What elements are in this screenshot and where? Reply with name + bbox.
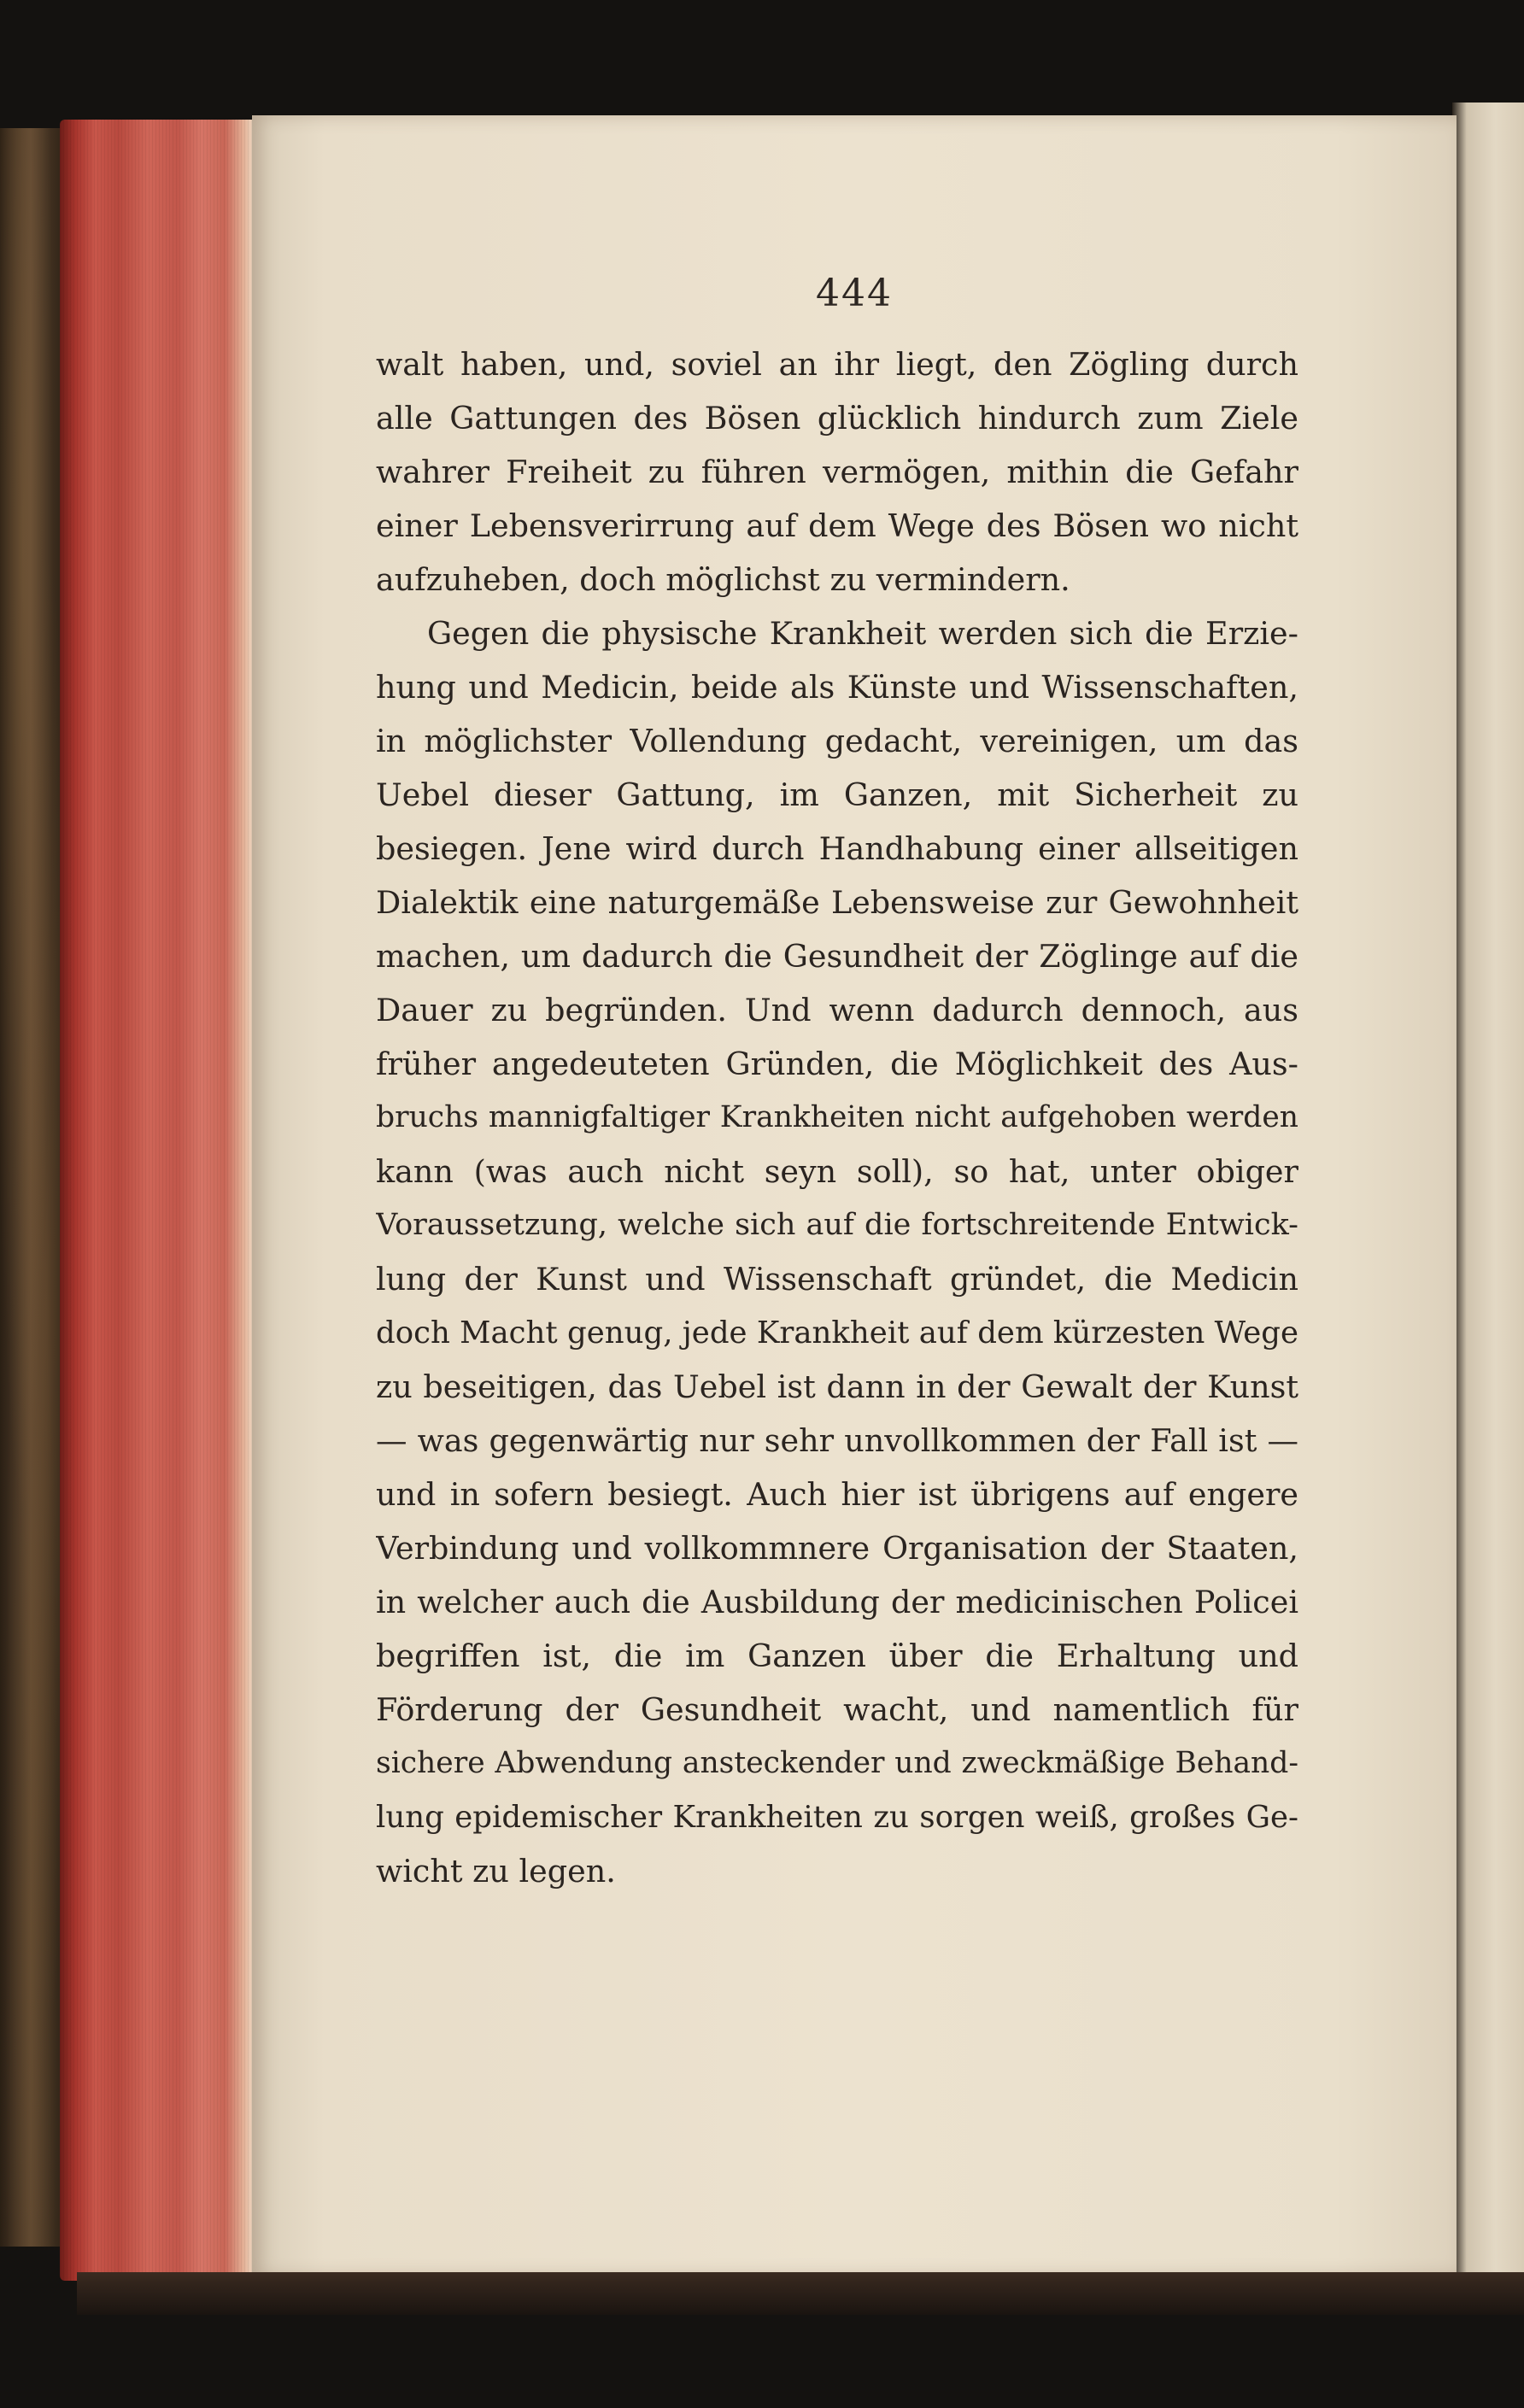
text-line: wahrer Freiheit zu führen vermögen, mithin die Gefahr: [376, 454, 1298, 490]
text-line: aufzuheben, doch möglichst zu vermindern.: [376, 561, 1070, 598]
text-line: besiegen. Jene wird durch Handhabung einer allseitigen: [376, 830, 1298, 867]
text-line: Uebel dieser Gattung, im Ganzen, mit Sicherheit zu: [376, 776, 1298, 813]
text-line: kann (was auch nicht seyn soll), so hat, unter obiger: [376, 1153, 1298, 1190]
page-number: 444: [816, 272, 893, 315]
text-line: hung und Medicin, beide als Künste und Wissenschaften,: [376, 669, 1298, 706]
text-line: Voraussetzung, welche sich auf die fortschreitende Entwick-: [376, 1208, 1298, 1242]
text-line: — was gegenwärtig nur sehr unvollkommen der Fall ist —: [376, 1422, 1298, 1459]
text-line: Dauer zu begründen. Und wenn dadurch dennoch, aus: [376, 992, 1298, 1028]
text-line: Verbindung und vollkommnere Organisation der Staaten,: [376, 1530, 1298, 1567]
text-line: lung der Kunst und Wissenschaft gründet, die Medicin: [376, 1261, 1298, 1298]
text-line: Gegen die physische Krankheit werden sich die Erzie-: [427, 615, 1298, 652]
text-line: walt haben, und, soviel an ihr liegt, den Zögling durch: [376, 346, 1298, 383]
text-line: und in sofern besiegt. Auch hier ist übrigens auf engere: [376, 1476, 1298, 1513]
text-line: früher angedeuteten Gründen, die Möglichkeit des Aus-: [376, 1046, 1298, 1082]
text-line: zu beseitigen, das Uebel ist dann in der Gewalt der Kunst: [376, 1368, 1298, 1405]
text-line: in welcher auch die Ausbildung der medicinischen Policei: [376, 1584, 1298, 1620]
page-bottom-shadow: [77, 2272, 1524, 2315]
adjacent-page: [1452, 103, 1524, 2289]
text-line: in möglichster Vollendung gedacht, vereinigen, um das: [376, 723, 1298, 759]
text-line: begriffen ist, die im Ganzen über die Erhaltung und: [376, 1638, 1298, 1674]
text-line: lung epidemischer Krankheiten zu sorgen weiß, großes Ge-: [376, 1800, 1298, 1835]
text-line: Förderung der Gesundheit wacht, und namentlich für: [376, 1691, 1298, 1728]
text-line: alle Gattungen des Bösen glücklich hindurch zum Ziele: [376, 400, 1298, 436]
text-line: bruchs mannigfaltiger Krankheiten nicht aufgehoben werden: [376, 1100, 1298, 1134]
text-line: wicht zu legen.: [376, 1853, 616, 1889]
page-edges: [60, 120, 256, 2281]
text-line: doch Macht genug, jede Krankheit auf dem kürzesten Wege: [376, 1315, 1298, 1350]
body-text: [376, 337, 1298, 1898]
text-line: sichere Abwendung ansteckender und zweckmäßige Behand-: [376, 1746, 1298, 1780]
text-line: einer Lebensverirrung auf dem Wege des Bösen wo nicht: [376, 507, 1298, 544]
text-line: machen, um dadurch die Gesundheit der Zöglinge auf die: [376, 938, 1298, 975]
text-line: Dialektik eine naturgemäße Lebensweise zur Gewohnheit: [376, 884, 1298, 921]
